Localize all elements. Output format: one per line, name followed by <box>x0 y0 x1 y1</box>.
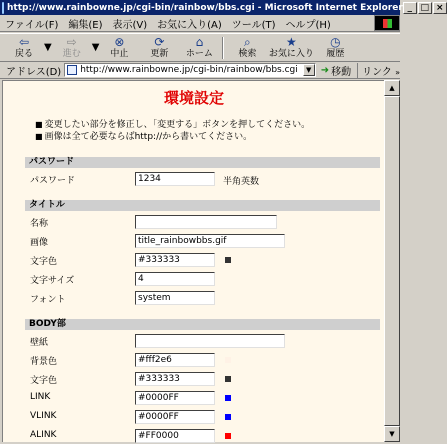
name-input[interactable] <box>135 215 277 229</box>
form-row-bg-color <box>27 352 382 368</box>
stop-icon: ⊗ <box>114 35 125 49</box>
refresh-label: 更新 <box>150 49 169 59</box>
back-button[interactable] <box>4 34 44 61</box>
menu-bar <box>0 15 400 32</box>
address-input[interactable] <box>64 63 316 77</box>
menu-help[interactable]: ヘルプ(H) <box>285 19 331 31</box>
section-header-body: BODY部 <box>25 319 380 330</box>
password-hint: 半角英数 <box>223 177 260 187</box>
favorites-button[interactable] <box>267 34 315 61</box>
form-row-vlink <box>27 409 382 425</box>
forward-dropdown-icon[interactable]: ▼ <box>91 42 100 53</box>
alink-color-input[interactable]: #FF0000 <box>135 429 215 443</box>
home-label: ホーム <box>185 49 213 59</box>
search-icon: ⌕ <box>244 35 251 49</box>
toolbar-divider <box>222 37 224 59</box>
stop-button[interactable] <box>99 34 139 61</box>
title-text-color-label: 文字色 <box>30 257 58 267</box>
form-row-password <box>27 171 382 187</box>
ie-app-icon <box>2 2 4 14</box>
back-label: 戻る <box>14 49 33 59</box>
search-label: 検索 <box>238 49 257 59</box>
maximize-button[interactable]: □ <box>418 2 432 14</box>
vlink-color-input[interactable]: #0000FF <box>135 410 215 424</box>
minimize-button[interactable]: _ <box>403 2 417 14</box>
page-viewport <box>2 80 384 442</box>
bg-color-label: 背景色 <box>30 357 58 367</box>
windows-logo-icon <box>374 15 400 31</box>
scroll-down-icon[interactable]: ▼ <box>384 426 400 442</box>
form-row-link <box>27 390 382 406</box>
form-row-alink <box>27 428 382 444</box>
form-row-name <box>27 214 382 230</box>
window-title: http://www.rainbowne.jp/cgi-bin/rainbow/bbs.cgi - Microsoft Internet Explorer <box>7 2 403 13</box>
go-label: 移動 <box>331 66 352 78</box>
refresh-icon: ⟳ <box>154 35 165 49</box>
menu-favorites[interactable]: お気に入り(A) <box>157 19 222 31</box>
address-dropdown-icon[interactable]: ▼ <box>303 64 315 76</box>
font-label: フォント <box>30 295 66 305</box>
color-swatch <box>225 376 231 382</box>
section-header-password: パスワード <box>25 157 380 168</box>
forward-button[interactable] <box>52 34 92 61</box>
link-label: LINK <box>30 392 51 402</box>
links-button[interactable] <box>357 63 400 78</box>
form-row-font <box>27 290 382 306</box>
form-row-font-size <box>27 271 382 287</box>
go-button[interactable] <box>321 63 351 78</box>
wallpaper-input[interactable] <box>135 334 285 348</box>
home-button[interactable] <box>179 34 219 61</box>
color-swatch <box>225 357 231 363</box>
form-row-image <box>27 233 382 249</box>
standard-toolbar <box>0 33 400 62</box>
go-arrow-icon: ➜ <box>320 64 330 76</box>
title-text-color-input[interactable]: #333333 <box>135 253 215 267</box>
body-text-color-label: 文字色 <box>30 376 58 386</box>
color-swatch <box>225 395 231 401</box>
scroll-up-icon[interactable]: ▲ <box>384 80 400 96</box>
close-button[interactable]: × <box>433 2 447 14</box>
home-icon: ⌂ <box>195 35 204 49</box>
vlink-label: VLINK <box>30 411 57 421</box>
scroll-thumb[interactable] <box>384 96 400 426</box>
window-titlebar[interactable] <box>0 0 444 15</box>
history-icon: ◷ <box>330 35 341 49</box>
instruction-note: ■ 変更したい部分を修正し、「変更する」ボタンを押してください。 <box>35 119 310 131</box>
address-url: http://www.rainbowne.jp/cgi-bin/rainbow/bbs.cgi <box>80 65 298 75</box>
font-size-label: 文字サイズ <box>30 276 75 286</box>
form-row-body-text-color <box>27 371 382 387</box>
history-button[interactable] <box>315 34 355 61</box>
instruction-note: ■ 画像は全て必要ならばhttp://から書いてください。 <box>35 131 310 143</box>
alink-label: ALINK <box>30 430 57 440</box>
color-swatch <box>225 414 231 420</box>
menu-tools[interactable]: ツール(T) <box>231 19 276 31</box>
forward-label: 進む <box>62 49 81 59</box>
image-label: 画像 <box>30 238 49 248</box>
password-label: パスワード <box>30 176 76 186</box>
favorites-icon: ★ <box>286 35 297 49</box>
instructions <box>35 119 310 143</box>
bg-color-input[interactable]: #fff2e6 <box>135 353 215 367</box>
menu-view[interactable]: 表示(V) <box>112 19 148 31</box>
color-swatch <box>225 257 231 263</box>
search-button[interactable] <box>227 34 267 61</box>
color-swatch <box>225 433 231 439</box>
menu-file[interactable]: ファイル(F) <box>5 19 59 31</box>
favorites-label: お気に入り <box>268 49 314 59</box>
menu-edit[interactable]: 編集(E) <box>68 19 103 31</box>
links-label: リンク <box>362 66 392 78</box>
page-icon <box>67 65 77 75</box>
stop-label: 中止 <box>110 49 129 59</box>
links-chevron-icon: » <box>395 67 400 77</box>
vertical-scrollbar[interactable] <box>384 80 400 442</box>
refresh-button[interactable] <box>139 34 179 61</box>
form-row-title-text-color <box>27 252 382 268</box>
page-heading: 環境設定 <box>163 89 224 107</box>
history-label: 履歴 <box>326 49 345 59</box>
wallpaper-label: 壁紙 <box>30 338 49 348</box>
font-input[interactable]: system <box>135 291 215 305</box>
back-dropdown-icon[interactable]: ▼ <box>44 42 52 53</box>
forward-arrow-icon: ⇨ <box>66 35 77 49</box>
address-label: アドレス(D) <box>6 66 62 78</box>
name-label: 名称 <box>30 219 49 229</box>
address-bar <box>0 62 400 79</box>
form-row-wallpaper <box>27 333 382 349</box>
section-header-title: タイトル <box>25 200 380 211</box>
body-text-color-input[interactable]: #333333 <box>135 372 215 386</box>
font-size-input[interactable]: 4 <box>135 272 215 286</box>
password-input[interactable]: 1234 <box>135 172 215 186</box>
image-input[interactable]: title_rainbowbbs.gif <box>135 234 285 248</box>
back-arrow-icon: ⇦ <box>18 35 30 49</box>
link-color-input[interactable]: #0000FF <box>135 391 215 405</box>
